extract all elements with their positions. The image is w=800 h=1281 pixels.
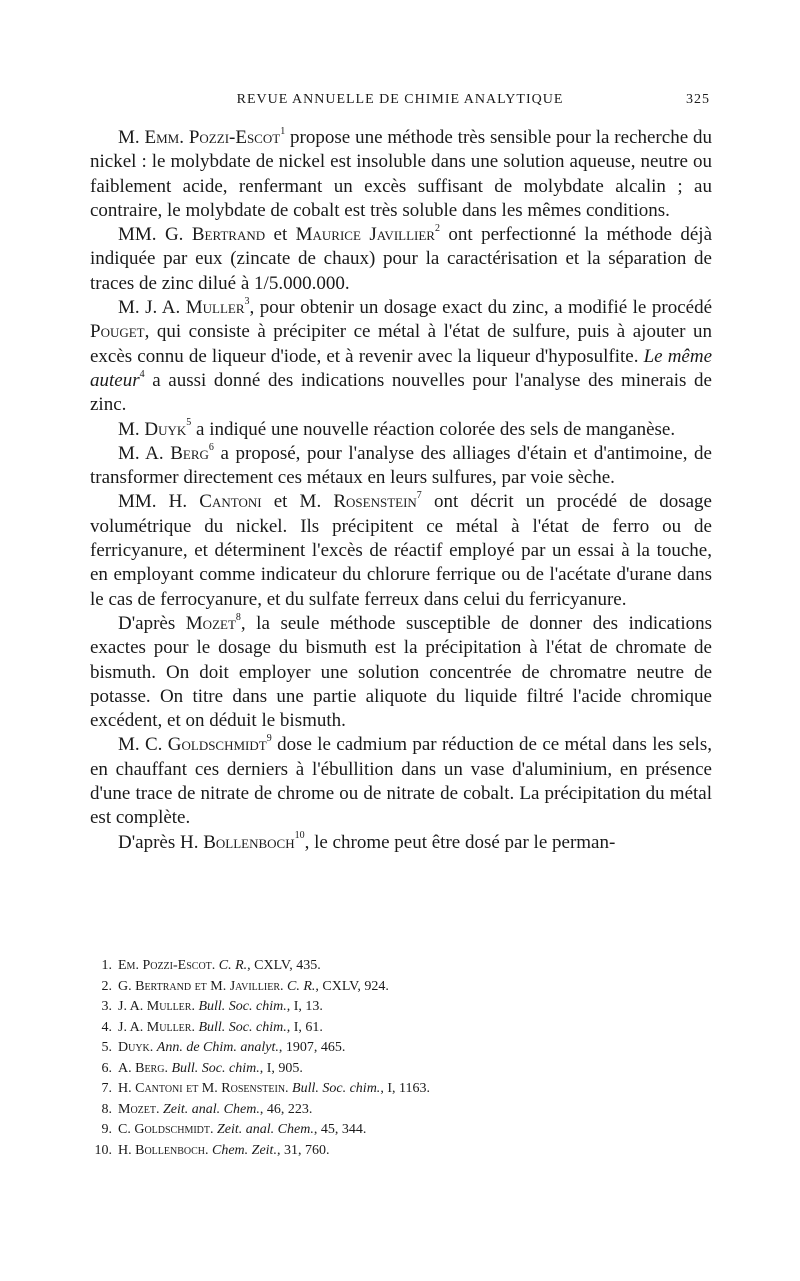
author-name: Goldschmidt [167, 734, 267, 756]
footnote: 2. G. Bertrand et M. Javillier. C. R., CXLV, 924. [101, 978, 389, 994]
paragraph-pozzi-escot: M. Emm. Pozzi-Escot$^1$ propose une méthode très sensible pour la recherche du nickel : le molybdate de nickel est insoluble dans une solution aqueuse, neutre ou faiblement acide, renfermant un excès suffisant de molybdate alcalin ; au contraire, le molybdate de cobalt est très soluble dans les mêmes conditions. [90, 125, 712, 221]
author-name: Duyk [144, 418, 187, 440]
paragraph-bollenboch: D'après H. Bollenboch$^{10}$, le chrome peut être dosé par le perman- [118, 830, 616, 853]
author-name: Bollenboch [203, 831, 295, 853]
footnote-ref: 3 [244, 295, 250, 307]
paragraph-bertrand-javillier: MM. G. Bertrand et Maurice Javillier$^2$ ont perfectionné la méthode déjà indiquée par eux (zincate de chaux) pour la caractérisation et la séparation de traces de zinc dilué à 1/5.000.000. [90, 222, 713, 294]
italic-phrase: Le même auteur [90, 345, 713, 391]
author-name: Muller [185, 297, 245, 319]
footnote-ref: 2 [434, 222, 440, 234]
footnote: 5. Duyk. Ann. de Chim. analyt., 1907, 465. [101, 1040, 346, 1055]
author-name: Mozet [185, 612, 236, 634]
author-name: Bertrand [191, 224, 266, 246]
footnote: 6. A. Berg. Bull. Soc. chim., I, 905. [101, 1060, 303, 1076]
paragraph-berg: M. A. Berg$^6$ a proposé, pour l'analyse des alliages d'étain et d'antimoine, de transformer directement ces métaux en leurs sulfures, par voie sèche. [90, 441, 712, 489]
paragraph-goldschmidt: M. C. Goldschmidt$^9$ dose le cadmium par réduction de ce métal dans les sels, en chauffant ces derniers à l'ébullition dans un vase d'aluminium, en présence d'une trace de nitrate de chrome ou de nitrate de cobalt. La précipitation du métal est complète. [90, 733, 712, 829]
footnote-ref: 1 [280, 125, 286, 137]
footnotes [90, 956, 712, 1161]
footnote: 4. J. A. Muller. Bull. Soc. chim., I, 61. [101, 1019, 323, 1035]
footnote: 3. J. A. Muller. Bull. Soc. chim., I, 13. [101, 999, 323, 1014]
author-name: Emm. Pozzi-Escot [144, 127, 281, 148]
page-number: 325 [686, 92, 710, 107]
footnote-ref: 4 [139, 368, 145, 380]
body-text [90, 126, 712, 855]
author-name: Cantoni [199, 491, 262, 513]
footnote: 10. H. Bollenboch. Chem. Zeit., 31, 760. [94, 1142, 330, 1158]
footnote: 8. Mozet. Zeit. anal. Chem., 46, 223. [101, 1101, 313, 1117]
footnote-ref: 5 [186, 417, 192, 429]
author-name: Rosenstein [333, 491, 417, 513]
footnote: 1. Em. Pozzi-Escot. C. R., CXLV, 435. [101, 958, 321, 973]
footnote-ref: 6 [208, 441, 214, 453]
paragraph-cantoni-rosenstein: MM. H. Cantoni et M. Rosenstein$^7$ ont décrit un procédé de dosage volumétrique du nickel. Ils précipitent ce métal à l'état de ferro ou de ferricyanure, et déterminent l'excès de réactif employé par un essai à la touche, en employant comme indicateur du chlorure ferrique ou de l'acétate d'urane dans le cas de ferrocyanure, et du sulfate ferreux dans celui du ferricyanure. [90, 490, 712, 610]
paragraph-duyk: M. Duyk$^5$ a indiqué une nouvelle réaction colorée des sels de manganèse. [118, 417, 676, 440]
footnote-ref: 7 [416, 490, 422, 502]
paragraph-mozet: D'après Mozet$^8$, la seule méthode susceptible de donner des indications exactes pour le dosage du bismuth est la précipitation à l'état de chromate de bismuth. On doit employer une solution concentrée de chromatre neutre de potasse. On titre dans une partie aliquote du liquide filtré l'acide chromique excédent, et on déduit le bismuth. [90, 611, 712, 732]
footnote: 7. H. Cantoni et M. Rosenstein. Bull. Soc. chim., I, 1163. [101, 1081, 430, 1096]
footnote-ref: 8 [235, 611, 241, 623]
author-name: Maurice Javillier [295, 224, 435, 246]
author-name: Berg [170, 442, 209, 464]
paragraph-muller: M. J. A. Muller$^3$, pour obtenir un dosage exact du zinc, a modifié le procédé Pouget, qui consiste à précipiter ce métal à l'état de sulfure, puis à ajouter un excès connu de liqueur d'iode, et à revenir avec la liqueur d'hyposulfite. Le même auteur$^4$ a aussi donné des indications nouvelles pour l'analyse des minerais de zinc. [90, 295, 713, 416]
footnote-ref: 9 [266, 733, 272, 745]
running-head [90, 92, 710, 114]
footnote-ref: 10 [294, 830, 305, 842]
running-title: REVUE ANNUELLE DE CHIMIE ANALYTIQUE [236, 92, 564, 107]
footnote: 9. C. Goldschmidt. Zeit. anal. Chem., 45, 344. [101, 1122, 367, 1137]
author-name: Pouget [90, 321, 145, 343]
